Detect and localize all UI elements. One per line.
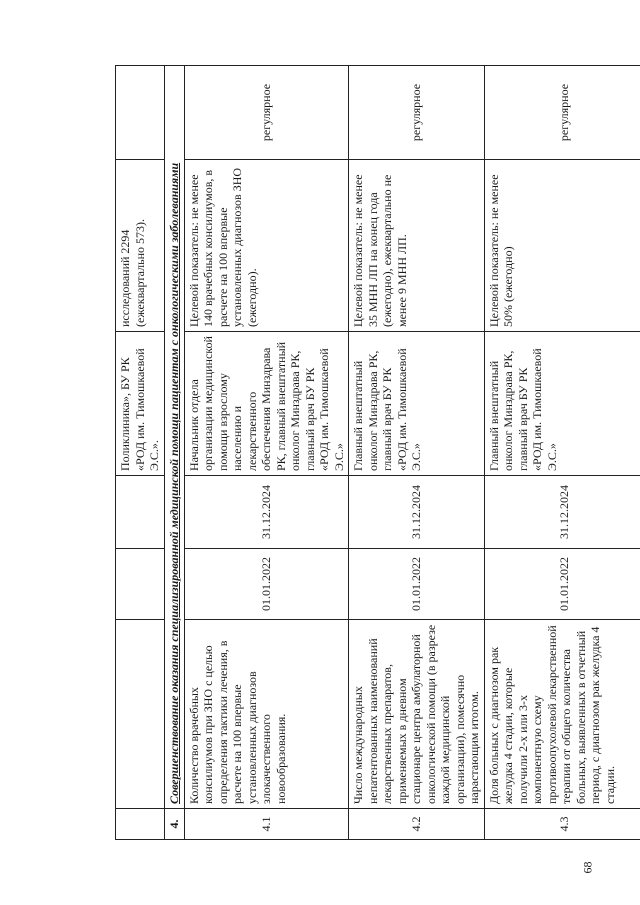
section-header-row bbox=[164, 66, 184, 840]
row-number: 4.2 bbox=[349, 809, 485, 840]
indicator-name: Число международных непатентованных наименований лекарственных препаратов, применяемых в дневном стационаре центра амбулаторной онкологической помощи (в разрезе каждой медицинской организации), помесячно нарастающим итогом. bbox=[349, 620, 485, 809]
row-number: 4.3 bbox=[484, 809, 640, 840]
page-number: 68 bbox=[580, 861, 595, 874]
indicator-name: Доля больных с диагнозом рак желудка 4 стадии, которые получили 2-х или 3-х компонентную схему противоопухолевой лекарственной терапии от общего количества больных, выявленных в отчетный период, с диагнозом рак желудка 4 стадии. bbox=[484, 620, 640, 809]
continuation-row bbox=[116, 66, 165, 840]
continuation-responsible: Поликлиника», БУ РК «РОД им. Тимошкаевой Э.С.». bbox=[116, 332, 165, 476]
table-row bbox=[184, 66, 349, 840]
end-date: 31.12.2024 bbox=[184, 476, 349, 549]
responsible: Начальник отдела организации медицинской помощи взрослому населению и лекарственного обеспечения Минздрава РК, главный внештатный онколог Минздрава РК, главный врач БУ РК «РОД им. Тимошкаевой Э.С.» bbox=[184, 332, 349, 476]
periodicity: регулярное bbox=[184, 66, 349, 160]
start-date: 01.01.2022 bbox=[484, 549, 640, 620]
rotated-table-container bbox=[115, 65, 628, 840]
section-number: 4. bbox=[164, 809, 184, 840]
row-number: 4.1 bbox=[184, 809, 349, 840]
result: Целевой показатель: не менее 50% (ежегодно) bbox=[484, 160, 640, 332]
table-row bbox=[349, 66, 485, 840]
end-date: 31.12.2024 bbox=[484, 476, 640, 549]
periodicity: регулярное bbox=[349, 66, 485, 160]
section-title: Совершенствование оказания специализированной медицинской помощи пациентам с онкологическими заболеваниями bbox=[164, 66, 184, 809]
responsible: Главный внештатный онколог Минздрава РК, главный врач БУ РК «РОД им. Тимошкаевой Э.С.» bbox=[484, 332, 640, 476]
result: Целевой показатель: не менее 35 МНН ЛП на конец года (ежегодно), ежеквартально не менее 9 МНН ЛП. bbox=[349, 160, 485, 332]
start-date: 01.01.2022 bbox=[349, 549, 485, 620]
indicator-name: Количество врачебных консилиумов при ЗНО с целью определения тактики лечения, в расчете на 100 впервые установленных диагнозов злокачественного новообразования. bbox=[184, 620, 349, 809]
measures-table bbox=[115, 65, 640, 840]
continuation-result: исследований 2294 (ежеквартально 573). bbox=[116, 160, 165, 332]
end-date: 31.12.2024 bbox=[349, 476, 485, 549]
periodicity: регулярное bbox=[484, 66, 640, 160]
responsible: Главный внештатный онколог Минздрава РК, главный врач БУ РК «РОД им. Тимошкаевой Э.С.» bbox=[349, 332, 485, 476]
start-date: 01.01.2022 bbox=[184, 549, 349, 620]
result: Целевой показатель: не менее 140 врачебных консилиумов, в расчете на 100 впервые установленных диагнозов ЗНО (ежегодно). bbox=[184, 160, 349, 332]
table-row bbox=[484, 66, 640, 840]
